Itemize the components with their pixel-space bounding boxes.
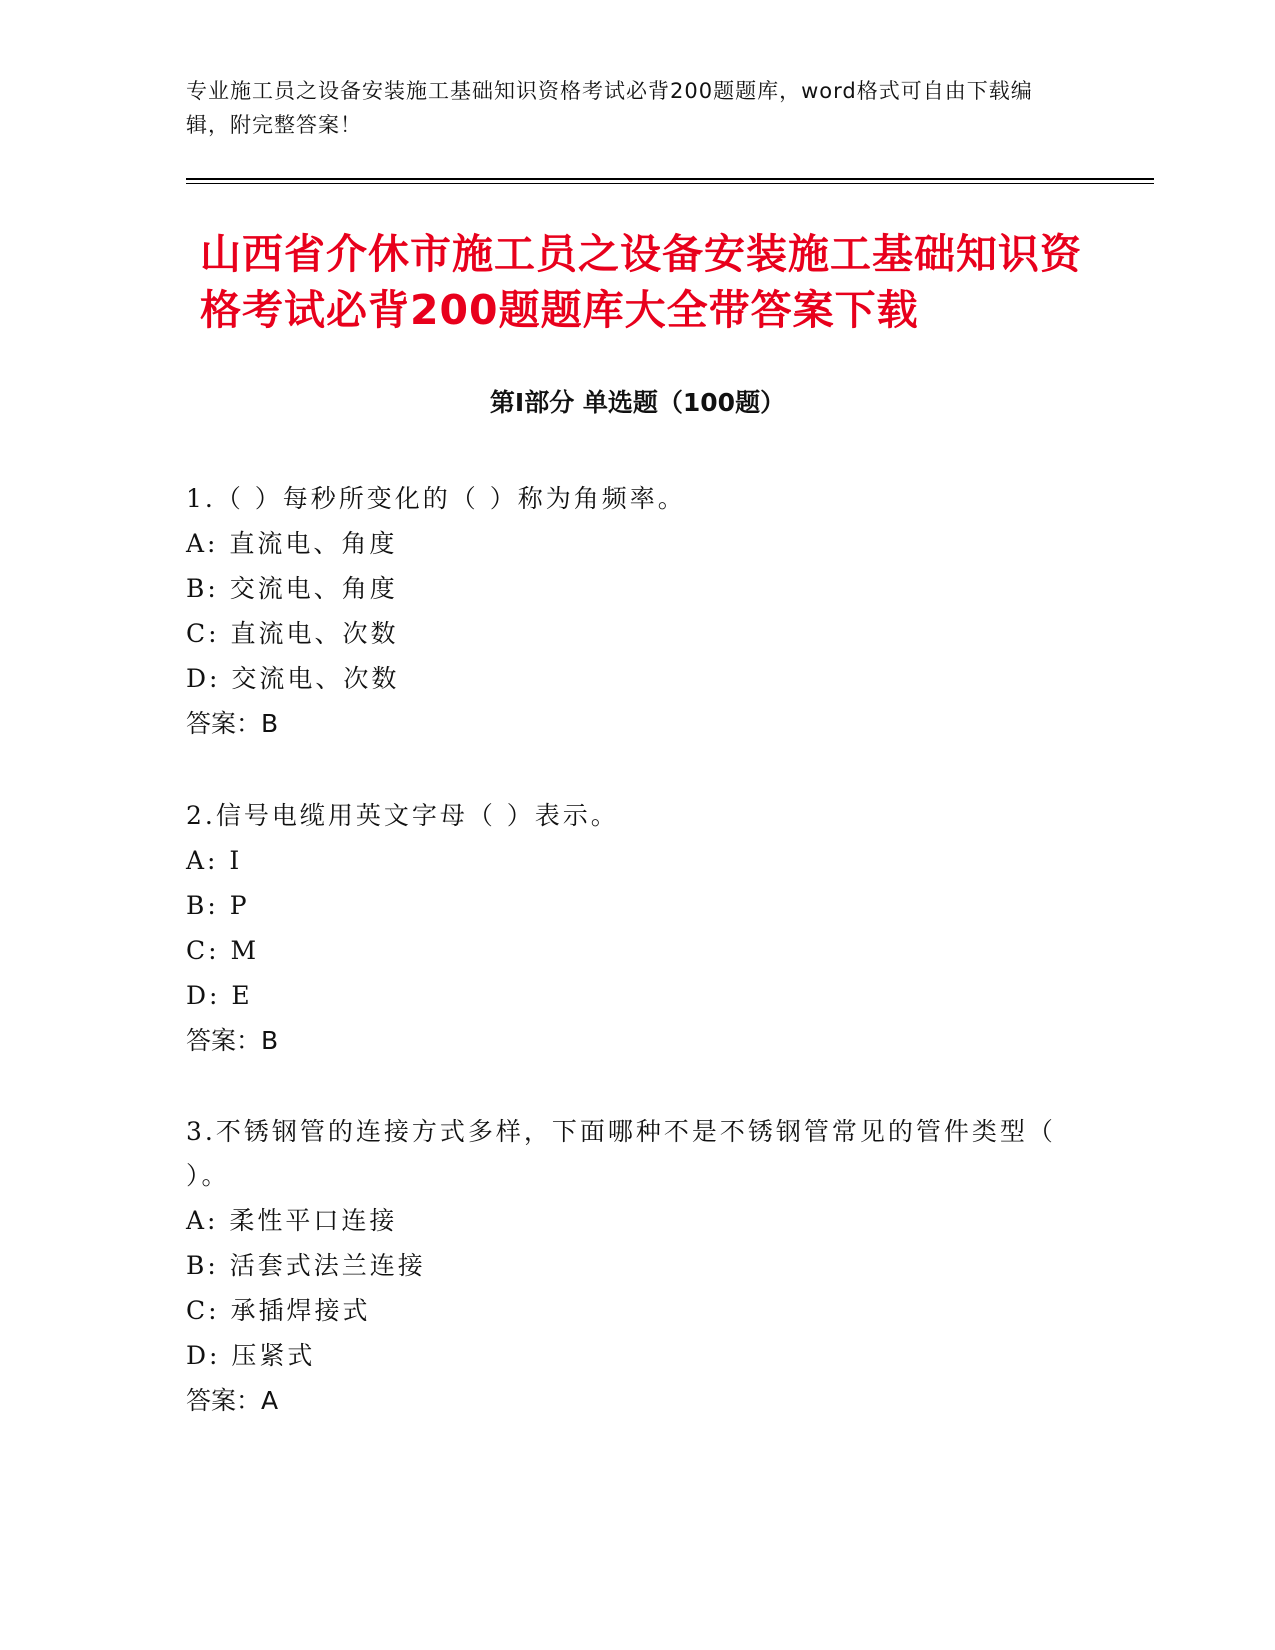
question-text: 3.不锈钢管的连接方式多样，下面哪种不是不锈钢管常见的管件类型（ ）。	[186, 1117, 1056, 1190]
option-c: C: 直流电、次数	[186, 619, 399, 648]
question-text: 2.信号电缆用英文字母（ ）表示。	[186, 801, 619, 830]
question-2	[186, 793, 1086, 1063]
answer: 答案：B	[186, 709, 279, 738]
option-d: D: 压紧式	[186, 1341, 316, 1370]
section-heading: 第Ⅰ部分 单选题（100题）	[489, 388, 786, 417]
header-divider	[186, 178, 1154, 180]
question-1	[186, 476, 1086, 746]
option-a: A: I	[186, 846, 243, 875]
document-title: 山西省介休市施工员之设备安装施工基础知识资格考试必背200题题库大全带答案下载	[200, 230, 1082, 334]
option-b: B: 交流电、角度	[186, 574, 398, 603]
answer: 答案：B	[186, 1026, 279, 1055]
question-3	[186, 1110, 1086, 1423]
option-a: A: 直流电、角度	[186, 529, 398, 558]
option-c: C: 承插焊接式	[186, 1296, 371, 1325]
option-a: A: 柔性平口连接	[186, 1206, 398, 1235]
option-d: D: E	[186, 981, 253, 1010]
option-b: B: P	[186, 891, 250, 920]
option-b: B: 活套式法兰连接	[186, 1251, 426, 1280]
option-d: D: 交流电、次数	[186, 664, 400, 693]
header-divider-thin	[186, 183, 1154, 184]
option-c: C: M	[186, 936, 260, 965]
question-text: 1.（ ）每秒所变化的（ ）称为角频率。	[186, 484, 686, 513]
header-note: 专业施工员之设备安装施工基础知识资格考试必背200题题库，word格式可自由下载编辑，附完整答案！	[186, 79, 1033, 137]
answer: 答案：A	[186, 1386, 279, 1415]
